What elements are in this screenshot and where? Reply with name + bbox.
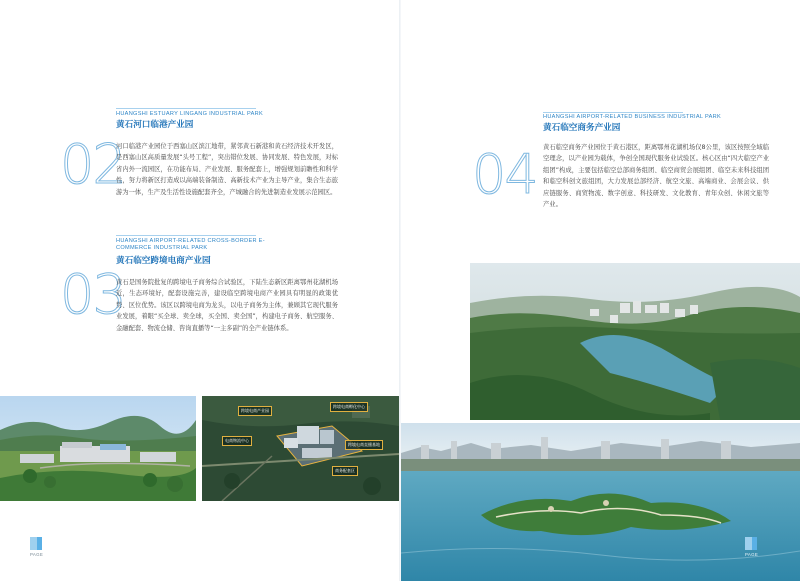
section-rule-02 — [116, 108, 256, 109]
section-title-en-03: HUANGSHI AIRPORT-RELATED CROSS-BORDER E-COMMERCE INDUSTRIAL PARK — [116, 238, 265, 251]
ecommerce-park-render — [202, 396, 399, 501]
section-title-cn-03: 黄石临空跨境电商产业园 — [116, 256, 211, 266]
right-page-label: PAGE — [745, 552, 759, 557]
right-page-tag — [745, 537, 757, 557]
section-body-02: 河口临港产业园位于西塞山区滨江地带，紧邻黄石新港和黄石经济技术开发区，是西塞山区高质量发展“头号工程”，突出错位发展、协同发展、特色发展，对标省内外一流园区，在功能布局、产业发展、服务配套上，增强规划前瞻性和科学性，努力将新区打造成以高端装备制造、高新技术产业为主导产业，集合生态旅游为一体，生产及生活性设施配套齐全，产城融合的先进制造业发展示范园区。 — [116, 143, 338, 196]
section-body-03: 黄石是国务院批复的跨境电子商务综合试验区，下陆生态新区距离鄂州花湖机场近，生态环境好，配套设施完善，建设临空跨境电商产业园具有明显的政策优势、区位优势。该区以跨境电商为龙头，以电子商务为主体，兼顾其它现代服务业发展，着眼“买全球、卖全球，买全国、卖全国”，构建电子商务、航空服务、金融配套、物流仓储、咨询直播等“一主多副”的全产业链体系。 — [116, 279, 338, 332]
section-number-02: 02 — [60, 133, 125, 196]
render-label-4: 跨境电商直播基地 — [345, 440, 383, 450]
section-body-04: 黄石临空商务产业园位于黄石港区，距离鄂州花湖机场仅8公里，该区按照全域临空理念，以产业园为载体，争创全国现代服务业试验区。核心区由“四大临空产业组团”构成，主要包括临空总部商务组团、临空商贸会展组团、临空未来科技组团和临空科创文旅组团，大力发展总部经济、航空文旅、高端商业、会展会议、供应链服务、商贸物流、数字创意、科技研发、文化教育、青年众创、休闲文旅等产业。 — [543, 144, 769, 209]
page-tag-block — [745, 537, 757, 550]
aerial-city-photo — [470, 263, 800, 420]
render-label-1: 跨境电商产业园 — [238, 406, 272, 416]
left-page-tag — [30, 537, 42, 557]
render-label-5: 商务配套区 — [332, 466, 358, 476]
section-title-en-04: HUANGSHI AIRPORT-RELATED BUSINESS INDUSTRIAL PARK — [543, 114, 721, 120]
section-title-cn-04: 黄石临空商务产业园 — [543, 123, 621, 133]
section-title-cn-02: 黄石河口临港产业园 — [116, 120, 194, 130]
section-rule-04 — [543, 112, 683, 113]
render-label-2: 跨境电商孵化中心 — [330, 402, 368, 412]
section-number-04: 04 — [472, 143, 537, 206]
page-tag-block — [30, 537, 42, 550]
section-title-en-02: HUANGSHI ESTUARY LINGANG INDUSTRIAL PARK — [116, 111, 264, 117]
lake-island-photo — [401, 423, 800, 581]
section-rule-03 — [116, 235, 256, 236]
left-page-label: PAGE — [30, 552, 44, 557]
factory-photo — [0, 396, 196, 501]
render-label-3: 电商物流中心 — [222, 436, 252, 446]
section-number-03: 03 — [60, 263, 125, 326]
